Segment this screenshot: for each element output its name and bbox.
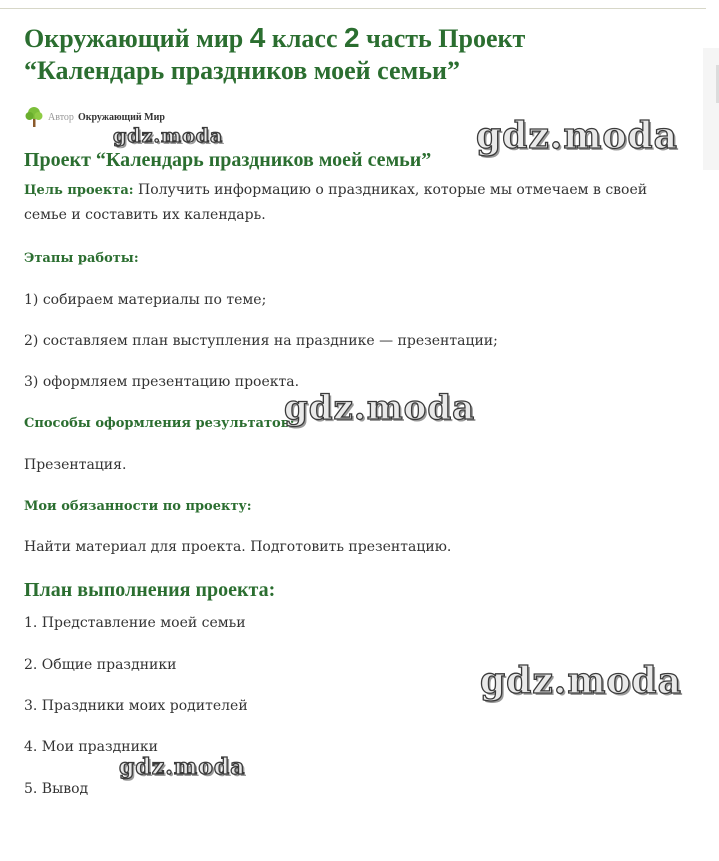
- plan-item: 3. Праздники моих родителей: [24, 698, 248, 714]
- stage-item: 3) оформляем презентацию проекта.: [24, 374, 300, 390]
- title-part2: класс: [265, 24, 344, 53]
- project-heading: Проект “Календарь праздников моей семьи”: [24, 149, 432, 171]
- plan-heading: План выполнения проекта:: [24, 579, 276, 601]
- duties-label: Мои обязанности по проекту:: [24, 499, 252, 514]
- goal-text: Получить информацию о праздниках, которые мы отмечаем в своей семье и составить их календарь.: [24, 182, 648, 223]
- methods-text: Презентация.: [24, 457, 127, 473]
- watermark: gdz.moda: [480, 660, 682, 702]
- stages-label: Этапы работы:: [24, 251, 139, 266]
- plan-item: 2. Общие праздники: [24, 657, 177, 673]
- title-part-number: 2: [344, 22, 360, 53]
- goal-label: Цель проекта:: [24, 183, 134, 198]
- watermark: gdz.moda: [119, 754, 246, 780]
- sidebar-edge: [703, 48, 719, 170]
- author-name-link[interactable]: Окружающий Мир: [77, 111, 165, 123]
- title-grade: 4: [249, 22, 266, 53]
- watermark: gdz.moda: [284, 388, 476, 428]
- plan-item: 4. Мои праздники: [24, 739, 158, 755]
- methods-label: Способы оформления результатов:: [24, 416, 295, 431]
- top-divider: [0, 8, 706, 9]
- title-part3: часть Проект: [359, 24, 526, 53]
- watermark: gdz.moda: [113, 125, 224, 147]
- plan-item: 5. Вывод: [24, 781, 89, 797]
- stage-item: 1) собираем материалы по теме;: [24, 292, 267, 308]
- author-label: Автор: [48, 111, 74, 123]
- title-line2: “Календарь праздников моей семьи”: [24, 56, 460, 85]
- goal-paragraph: [24, 178, 694, 227]
- duties-text: Найти материал для проекта. Подготовить презентацию.: [24, 539, 452, 555]
- stage-item: 2) составляем план выступления на празднике — презентации;: [24, 333, 498, 349]
- page-title: [24, 22, 704, 87]
- title-part1: Окружающий мир: [24, 24, 250, 53]
- tree-icon: [24, 106, 44, 128]
- watermark: gdz.moda: [476, 115, 678, 157]
- plan-item: 1. Представление моей семьи: [24, 615, 246, 631]
